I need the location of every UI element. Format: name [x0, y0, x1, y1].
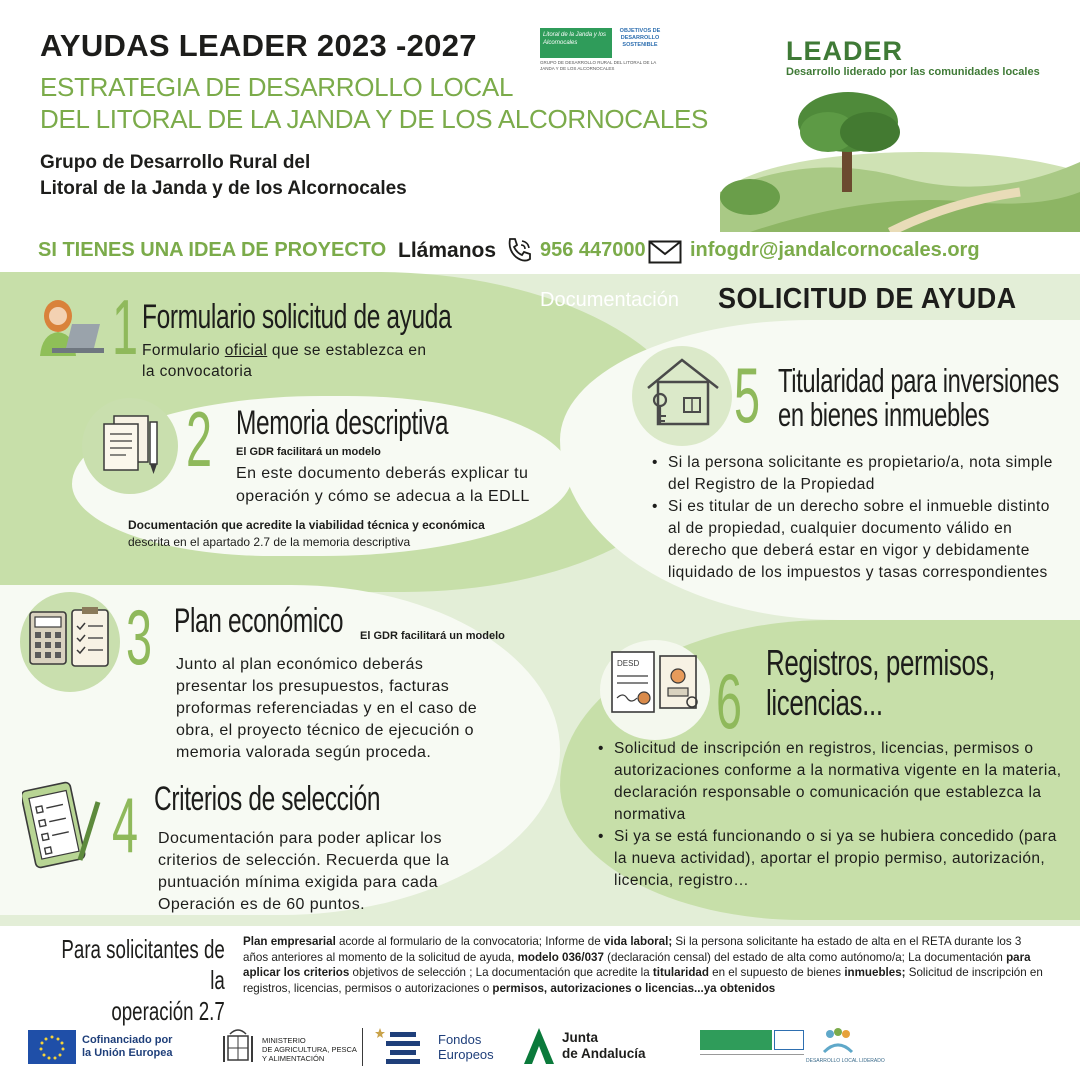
section-1-text-official: oficial — [224, 342, 268, 359]
mail-icon — [648, 240, 682, 264]
section-2-text-line2: operación y cómo se adecua a la EDLL — [236, 488, 530, 505]
footer-p10: en el supuesto de bienes — [708, 966, 845, 980]
section-4-line-4: Operación es de 60 puntos. — [158, 896, 365, 913]
footer-p12: Solicitud de inscripción en registros, licencias, permisos o autorizaciones o — [243, 966, 1043, 995]
section-2-text-line1: En este documento deberás explicar tu — [236, 465, 529, 482]
call-us-label: Llámanos — [398, 239, 497, 262]
group-name-line2: Litoral de la Janda y de los Alcornocales — [40, 178, 407, 199]
footer-p11: inmuebles; — [844, 966, 906, 980]
section-3-line-2: presentar los presupuestos, facturas — [176, 678, 450, 695]
section-5-number: 5 — [734, 351, 761, 439]
spain-coat-of-arms-icon — [220, 1026, 256, 1066]
footer-p13: permisos, autorizaciones o licencias...ya obtenidos — [492, 981, 776, 995]
strategy-subtitle-line2: DEL LITORAL DE LA JANDA Y DE LOS ALCORNOCALES — [40, 104, 709, 134]
footer-p1: Plan empresarial — [243, 935, 336, 948]
group-name-line1: Grupo de Desarrollo Rural del — [40, 152, 311, 173]
eu-flag-icon — [28, 1030, 76, 1064]
section-5-title-line1: Titularidad para inversiones — [778, 362, 1059, 399]
section-3-line-1: Junto al plan económico deberás — [176, 656, 424, 673]
section-1-text — [142, 340, 426, 382]
section-4-line-1: Documentación para poder aplicar los — [158, 830, 442, 847]
footer-requirements-text — [243, 934, 1043, 996]
house-key-icon — [640, 352, 726, 432]
footer-p5: modelo 036/037 — [517, 950, 604, 964]
svg-text:DESD: DESD — [617, 659, 640, 668]
eu-stars-icon — [28, 1030, 76, 1064]
section-4-title: Criterios de selección — [154, 780, 381, 818]
eu-cofinance-text — [82, 1034, 172, 1060]
ods-logo-small-icon — [700, 1030, 772, 1050]
footer-operation-label — [52, 934, 225, 1027]
ministry-line3: Y ALIMENTACIÓN — [262, 1054, 325, 1063]
landscape-illustration — [720, 82, 1080, 232]
section-4-line-3: puntuación mínima exigida para cada — [158, 874, 438, 891]
section-3-number: 3 — [126, 593, 153, 681]
section-4-number: 4 — [112, 781, 139, 869]
section-2-extra-text: descrita en el apartado 2.7 de la memoria descriptiva — [128, 535, 411, 549]
page-title: AYUDAS LEADER 2023 -2027 — [40, 28, 477, 63]
footer-p4: Si la persona solicitante ha estado de alta en el RETA durante los 3 años anteriores al momento de la solicitud de ayuda, — [243, 935, 1022, 964]
section-6-title-line1: Registros, permisos, — [766, 642, 996, 683]
documentation-label: Documentación — [540, 289, 679, 311]
dllp-hands-icon — [820, 1026, 856, 1056]
junta-andalucia-text — [562, 1030, 646, 1062]
leader-logo: LEADER — [786, 36, 904, 66]
phone-number[interactable]: 956 447000 — [540, 239, 646, 261]
ods-goals-small-icon — [774, 1030, 804, 1050]
junta-line2: de Andalucía — [562, 1046, 646, 1061]
section-2-text — [236, 462, 530, 508]
ministry-text — [262, 1036, 357, 1063]
documents-pen-icon — [96, 410, 166, 480]
ods-logo-goals: OBJETIVOS DE DESARROLLO SOSTENIBLE — [619, 28, 661, 48]
section-3-text — [176, 654, 477, 764]
fondos-line2: Europeos — [438, 1047, 494, 1062]
email-address[interactable]: infogdr@jandalcornocales.org — [690, 239, 980, 261]
footer-p7: para aplicar los criterios — [243, 950, 1031, 980]
section-1-text-d: la convocatoria — [142, 363, 253, 380]
section-5-bullet-2: • Si es titular de un derecho sobre el inmueble distinto al de propiedad, cualquier documento válido en derecho que deberá estar en vigor y debidamente liquidado de los impuestos y tasas correspondientes — [650, 496, 1065, 584]
footer-label-line1: Para solicitantes de la — [61, 934, 225, 995]
section-6-bullets — [596, 738, 1064, 892]
section-3-line-5: memoria valorada según proceda. — [176, 744, 432, 761]
section-2-note: El GDR facilitará un modelo — [236, 446, 381, 458]
section-5-bullet-1: • Si la persona solicitante es propietario/a, nota simple del Registro de la Propiedad — [650, 452, 1065, 496]
ministry-line2: DE AGRICULTURA, PESCA — [262, 1045, 357, 1054]
section-1-text-a: Formulario — [142, 342, 225, 359]
phone-icon — [504, 235, 534, 265]
calculator-checklist-icon — [28, 606, 112, 670]
section-4-text — [158, 828, 449, 916]
section-3-line-4: obra, el proyecto técnico de ejecución o — [176, 722, 474, 739]
section-6-title-line2: licencias... — [766, 682, 883, 723]
section-6-bullet-2: • Si ya se está funcionando o si ya se hubiera concedido (para la nueva actividad), aportar el propio permiso, autorización, licencia, registro… — [596, 826, 1064, 892]
eu-line2: la Unión Europea — [82, 1047, 173, 1059]
fondos-line1: Fondos — [438, 1032, 482, 1047]
section-5-bullets — [650, 452, 1065, 584]
section-1-number: 1 — [112, 283, 139, 371]
section-1-text-c: que se establezca en — [267, 342, 427, 359]
footer-p9: titularidad — [652, 966, 709, 980]
logos-divider — [362, 1028, 363, 1066]
section-2-number: 2 — [186, 395, 213, 483]
section-4-line-2: criterios de selección. Recuerda que la — [158, 852, 450, 869]
strategy-subtitle-line1: ESTRATEGIA DE DESARROLLO LOCAL — [40, 72, 514, 102]
section-3-note: El GDR facilitará un modelo — [360, 630, 505, 642]
section-1-title: Formulario solicitud de ayuda — [142, 298, 452, 336]
section-6-number: 6 — [716, 657, 743, 745]
footer-p6: (declaración censal) del estado de alta como autónomo/a; La documentación — [603, 950, 1007, 964]
dllp-text: DESARROLLO LOCAL LIDERADO — [806, 1058, 885, 1064]
section-3-line-3: proformas referenciadas y en el caso de — [176, 700, 478, 717]
section-2-title: Memoria descriptiva — [236, 404, 449, 442]
footer-p3: vida laboral; — [603, 935, 673, 948]
woman-laptop-icon — [32, 294, 110, 364]
ministry-line1: MINISTERIO — [262, 1036, 306, 1045]
eu-line1: Cofinanciado por — [82, 1034, 173, 1046]
section-3-title: Plan económico — [174, 602, 344, 640]
footer-p8: objetivos de selección ; La documentación que acredite la — [349, 966, 653, 980]
fondos-europeos-icon — [374, 1026, 430, 1068]
fondos-europeos-text — [438, 1032, 494, 1062]
ods-logo-caption: GRUPO DE DESARROLLO RURAL DEL LITORAL DE LA JANDA Y DE LOS ALCORNOCALES — [540, 60, 656, 71]
ods-logo-small-caption — [700, 1054, 804, 1064]
section-6-bullet-1: • Solicitud de inscripción en registros, licencias, permisos o autorizaciones conforme a la normativa vigente en la materia, declaración responsable o comunicación que establezca la normativa — [596, 738, 1064, 826]
documents-seal-icon — [608, 648, 704, 720]
footer-label-line2: operación 2.7 — [111, 996, 225, 1026]
clipboard-checklist-icon — [22, 774, 108, 874]
section-5-title-line2: en bienes inmuebles — [778, 396, 990, 433]
junta-andalucia-icon — [522, 1026, 556, 1066]
section-2-extra-title: Documentación que acredite la viabilidad técnica y económica — [128, 518, 485, 532]
footer-p2: acorde al formulario de la convocatoria; Informe de — [335, 935, 604, 948]
leader-tagline: Desarrollo liderado por las comunidades locales — [786, 66, 1040, 78]
request-title: SOLICITUD DE AYUDA — [718, 283, 1017, 315]
project-idea-label: SI TIENES UNA IDEA DE PROYECTO — [38, 239, 387, 261]
junta-line1: Junta — [562, 1030, 599, 1045]
ods-logo — [540, 28, 664, 78]
ods-logo-brand: Litoral de la Janda y los Alcornocales — [540, 28, 612, 58]
